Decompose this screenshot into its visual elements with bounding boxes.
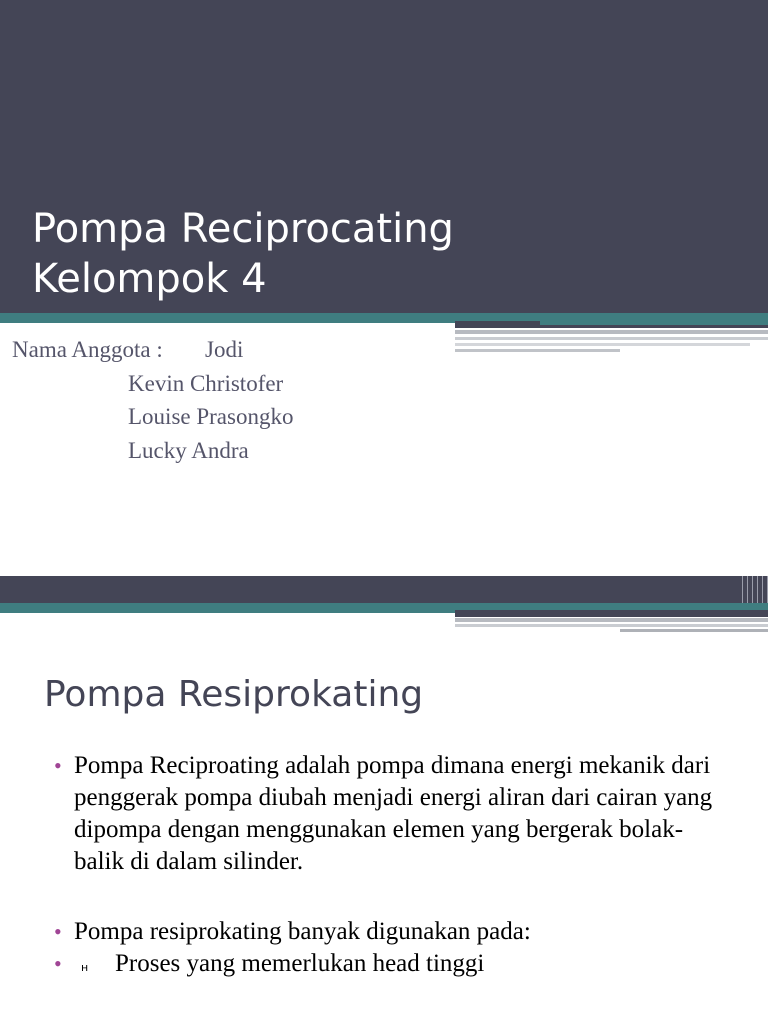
- decorative-band-grey-2: [455, 337, 768, 340]
- decorative-band-teal-short: [540, 320, 768, 325]
- bullet-text: Pompa resiprokating banyak digunakan pada:: [74, 918, 531, 945]
- sub-bullet-marker: ʜ: [81, 961, 89, 974]
- member-name: Louise Prasongko: [128, 404, 294, 429]
- top-bar-background: [0, 576, 768, 603]
- bullet-text: Pompa Reciproating adalah pompa dimana energi mekanik dari penggerak pompa diubah menjadi energi aliran dari cairan yang dipompa dengan menggunakan elemen yang bergerak bolak-balik di dalam silinder.: [74, 752, 713, 875]
- bullet-item: [54, 750, 714, 878]
- slide-title-line-1: Pompa Reciprocating: [32, 206, 454, 252]
- members-label: Nama Anggota :: [12, 337, 163, 362]
- member-name: Jodi: [205, 337, 244, 362]
- bullet-item: [54, 916, 714, 948]
- sub-bullet-text: Proses yang memerlukan head tinggi: [115, 950, 485, 977]
- decorative-band-grey-1: [455, 618, 768, 622]
- bullet-marker: •: [54, 753, 62, 778]
- content-slide: [0, 576, 768, 1024]
- bullet-marker: •: [54, 919, 62, 944]
- slide-title: Pompa Resiprokating: [44, 674, 424, 715]
- slide-title: [32, 204, 454, 304]
- decorative-band-grey-3: [620, 629, 768, 632]
- decorative-band-grey-1: [455, 330, 768, 334]
- decorative-band-dark: [455, 610, 768, 617]
- member-name: Kevin Christofer: [128, 370, 284, 396]
- bullet-marker: •: [54, 951, 62, 976]
- decorative-band-grey-3: [455, 343, 750, 346]
- slide-body: [54, 750, 714, 980]
- member-name: Lucky Andra: [128, 437, 249, 463]
- decorative-tick-marks: [742, 576, 768, 603]
- decorative-band-grey-2: [455, 624, 768, 627]
- slide-title-line-2: Kelompok 4: [32, 256, 267, 302]
- decorative-band-grey-4: [455, 349, 620, 352]
- sub-bullet-item: [54, 948, 714, 980]
